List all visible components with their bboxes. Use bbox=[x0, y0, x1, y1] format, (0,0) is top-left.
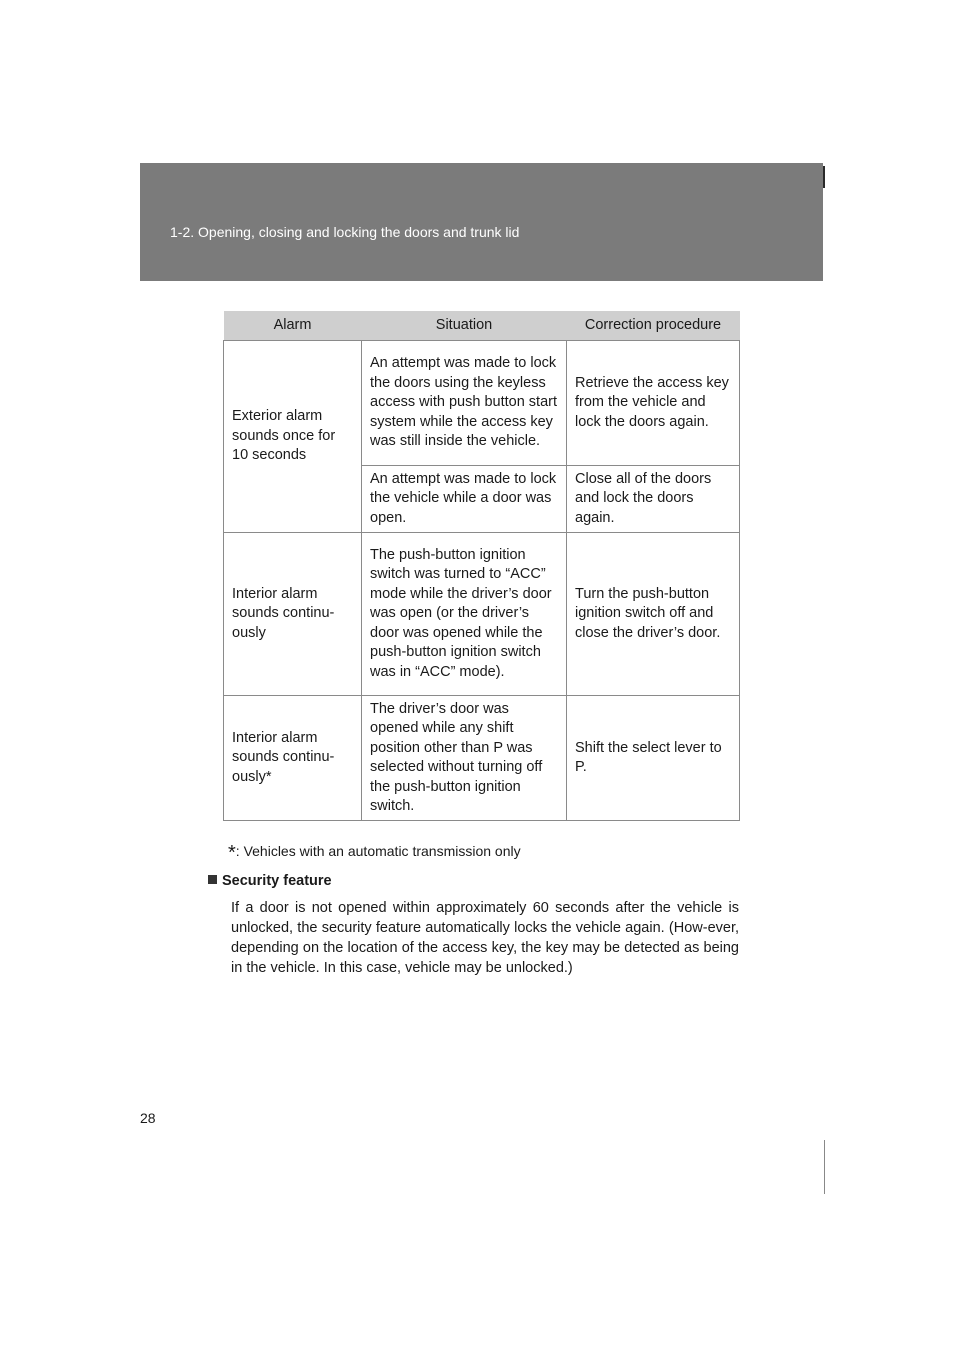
alarm-cell: Interior alarm sounds continu-ously* bbox=[224, 696, 362, 821]
situation-cell: An attempt was made to lock the vehicle while a door was open. bbox=[362, 466, 567, 533]
situation-cell: The push-button ignition switch was turned to “ACC” mode while the driver’s door was open (or the driver’s door was opened while the push-button ignition switch was in “ACC” mode). bbox=[362, 533, 567, 696]
column-header-alarm: Alarm bbox=[224, 311, 362, 341]
section-heading bbox=[208, 873, 332, 889]
alarm-table bbox=[223, 311, 740, 821]
section-body: If a door is not opened within approximately 60 seconds after the vehicle is unlocked, the security feature automatically locks the vehicle again. (How-ever, depending on the location of the access key, the key may be detected as being in the vehicle. In this case, vehicle may be unlocked.) bbox=[231, 900, 739, 976]
column-header-correction: Correction procedure bbox=[567, 311, 740, 341]
column-header-situation: Situation bbox=[362, 311, 567, 341]
page-edge-mark bbox=[824, 1140, 825, 1194]
footnote-marker: * bbox=[228, 842, 236, 864]
correction-cell: Close all of the doors and lock the doors again. bbox=[567, 466, 740, 533]
correction-cell: Shift the select lever to P. bbox=[567, 696, 740, 821]
chapter-header bbox=[140, 163, 823, 281]
footnote-text: : Vehicles with an automatic transmission only bbox=[235, 843, 521, 859]
alarm-cell: Interior alarm sounds continu-ously bbox=[224, 533, 362, 696]
situation-cell: The driver’s door was opened while any shift position other than P was selected without turning off the push-button ignition switch. bbox=[362, 696, 567, 821]
correction-cell: Turn the push-button ignition switch off and close the driver’s door. bbox=[567, 533, 740, 696]
table-row bbox=[224, 341, 740, 466]
table-header-row bbox=[224, 311, 740, 341]
correction-cell: Retrieve the access key from the vehicle and lock the doors again. bbox=[567, 341, 740, 466]
header-corner-mark bbox=[823, 166, 825, 188]
footnote bbox=[228, 842, 521, 865]
square-bullet-icon bbox=[208, 875, 217, 884]
table-row bbox=[224, 533, 740, 696]
chapter-title: 1-2. Opening, closing and locking the doors and trunk lid bbox=[170, 224, 520, 240]
page-number: 28 bbox=[140, 1110, 156, 1126]
alarm-cell: Exterior alarm sounds once for 10 seconds bbox=[224, 341, 362, 533]
section-heading-text: Security feature bbox=[222, 873, 332, 889]
situation-cell: An attempt was made to lock the doors using the keyless access with push button start system while the access key was still inside the vehicle. bbox=[362, 341, 567, 466]
table-row bbox=[224, 696, 740, 821]
